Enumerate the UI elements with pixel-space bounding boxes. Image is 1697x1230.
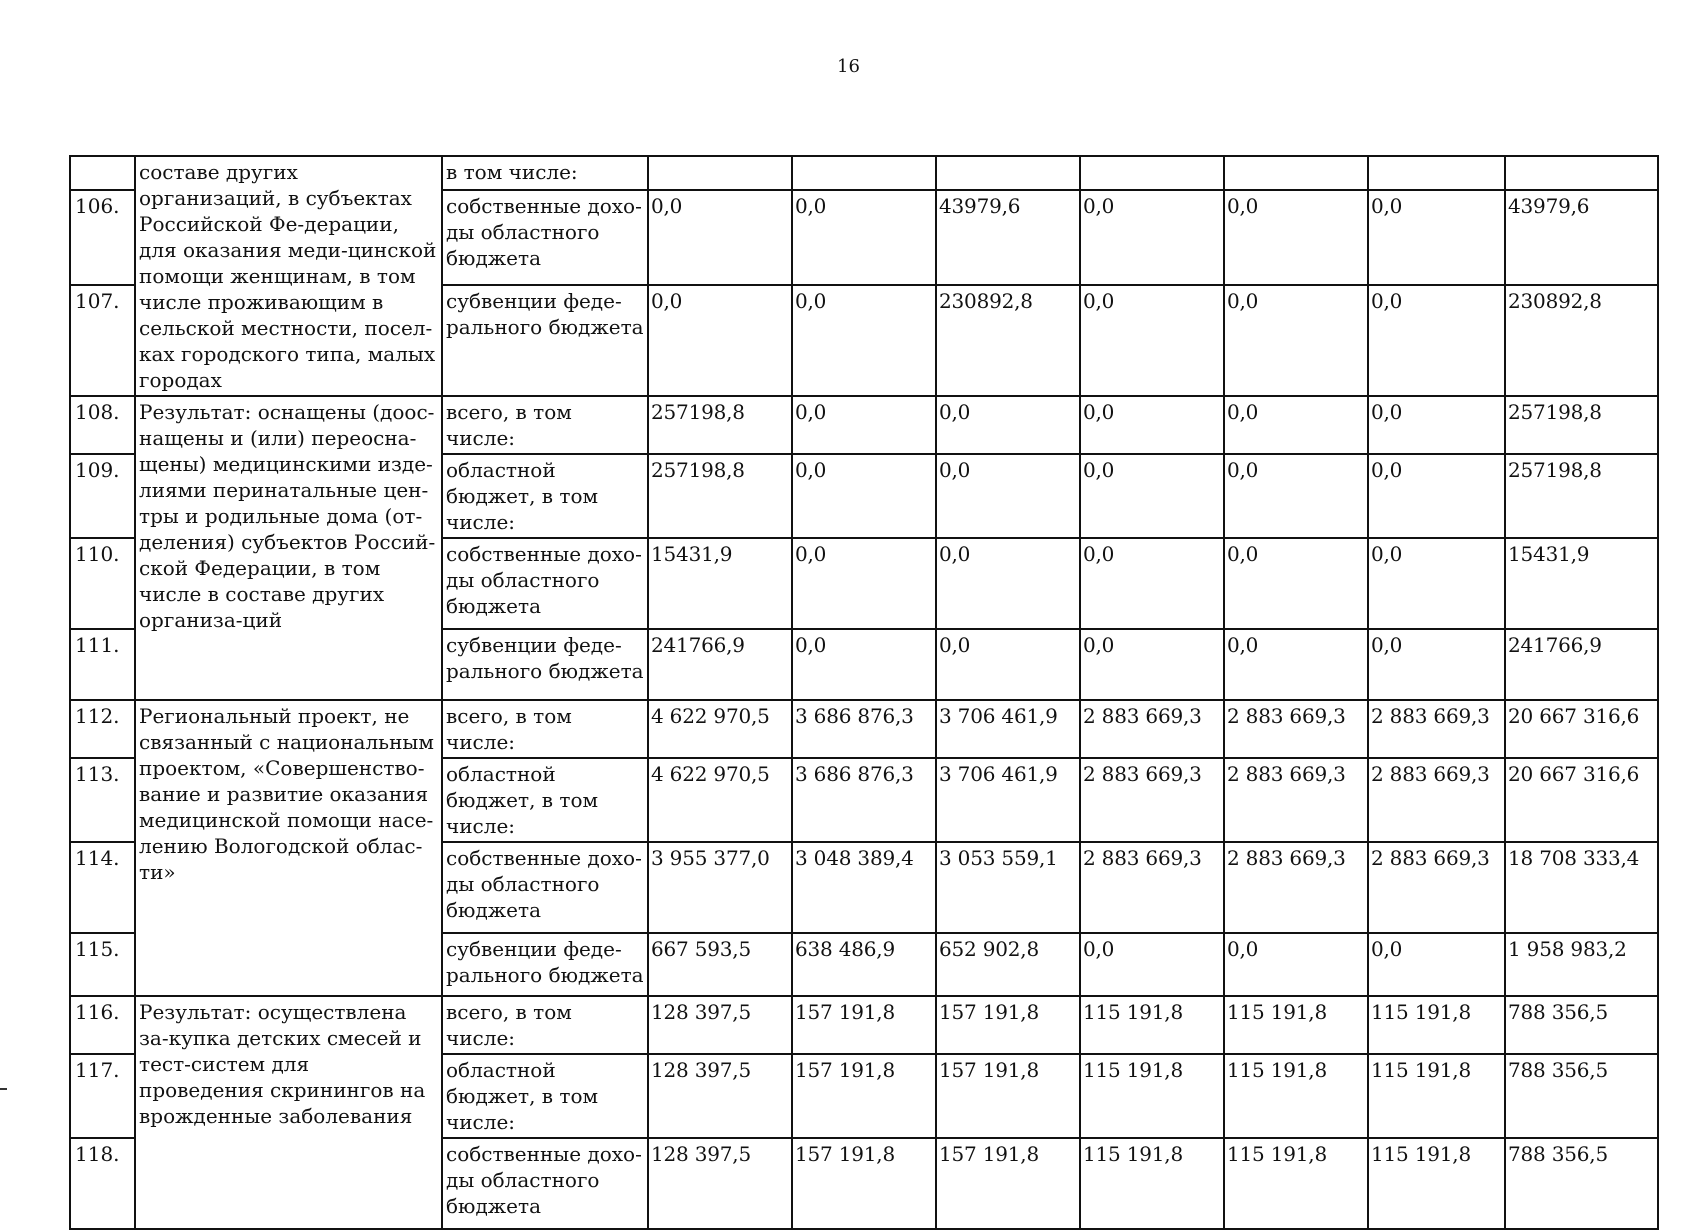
amount-cell: 667 593,5 [648, 933, 792, 996]
row-number: 116. [70, 996, 135, 1054]
amount-cell: 638 486,9 [792, 933, 936, 996]
amount-cell: 0,0 [1368, 190, 1505, 285]
scan-mark [0, 1088, 7, 1090]
amount-cell: 0,0 [792, 629, 936, 700]
amount-cell: 257198,8 [648, 396, 792, 454]
row-number: 117. [70, 1054, 135, 1138]
project-name-cell: Результат: оснащены (доос-нащены и (или) переосна-щены) медицинскими изде-лиями перинатальные цен-тры и родильные дома (от-деления) субъектов Россий-ской Федерации, в том числе в составе других организа-ций [135, 396, 442, 700]
funding-source: всего, в том числе: [442, 700, 648, 758]
funding-source: собственные дохо-ды областного бюджета [442, 190, 648, 285]
funding-source: собственные дохо-ды областного бюджета [442, 1138, 648, 1229]
amount-cell: 0,0 [1080, 285, 1224, 396]
amount-cell: 3 686 876,3 [792, 700, 936, 758]
amount-cell: 0,0 [1080, 538, 1224, 629]
amount-cell: 0,0 [936, 454, 1080, 538]
amount-cell: 157 191,8 [936, 996, 1080, 1054]
amount-cell: 230892,8 [936, 285, 1080, 396]
amount-cell: 128 397,5 [648, 1054, 792, 1138]
funding-source: областной бюджет, в том числе: [442, 758, 648, 842]
amount-cell: 3 706 461,9 [936, 758, 1080, 842]
amount-cell: 15431,9 [648, 538, 792, 629]
amount-cell: 20 667 316,6 [1505, 758, 1658, 842]
amount-cell: 0,0 [1368, 454, 1505, 538]
amount-cell: 128 397,5 [648, 996, 792, 1054]
amount-cell: 2 883 669,3 [1224, 842, 1368, 933]
amount-cell: 0,0 [1080, 454, 1224, 538]
table-row [70, 156, 1658, 190]
amount-cell: 0,0 [792, 285, 936, 396]
amount-cell: 0,0 [1224, 190, 1368, 285]
financing-table [69, 155, 1659, 1230]
table-row [70, 700, 1658, 758]
funding-source: субвенции феде-рального бюджета [442, 285, 648, 396]
amount-cell: 4 622 970,5 [648, 758, 792, 842]
amount-cell: 0,0 [1224, 396, 1368, 454]
amount-cell: 128 397,5 [648, 1138, 792, 1229]
amount-cell: 2 883 669,3 [1224, 700, 1368, 758]
row-number: 108. [70, 396, 135, 454]
funding-source: субвенции феде-рального бюджета [442, 933, 648, 996]
amount-cell: 0,0 [1224, 538, 1368, 629]
table-row [70, 396, 1658, 454]
row-number: 114. [70, 842, 135, 933]
amount-cell: 115 191,8 [1224, 1138, 1368, 1229]
amount-cell: 115 191,8 [1224, 1054, 1368, 1138]
amount-cell: 157 191,8 [936, 1138, 1080, 1229]
amount-cell: 0,0 [1368, 285, 1505, 396]
amount-cell: 257198,8 [648, 454, 792, 538]
amount-cell: 115 191,8 [1368, 1138, 1505, 1229]
amount-cell [792, 156, 936, 190]
row-number: 106. [70, 190, 135, 285]
funding-source: всего, в том числе: [442, 996, 648, 1054]
amount-cell: 115 191,8 [1224, 996, 1368, 1054]
funding-source: в том числе: [442, 156, 648, 190]
row-number: 112. [70, 700, 135, 758]
amount-cell: 3 053 559,1 [936, 842, 1080, 933]
amount-cell: 0,0 [1224, 933, 1368, 996]
amount-cell: 2 883 669,3 [1224, 758, 1368, 842]
amount-cell: 115 191,8 [1080, 996, 1224, 1054]
amount-cell: 3 706 461,9 [936, 700, 1080, 758]
amount-cell: 2 883 669,3 [1080, 842, 1224, 933]
amount-cell: 0,0 [1224, 629, 1368, 700]
amount-cell: 157 191,8 [792, 1138, 936, 1229]
row-number: 110. [70, 538, 135, 629]
amount-cell: 241766,9 [648, 629, 792, 700]
amount-cell: 0,0 [1368, 933, 1505, 996]
amount-cell: 43979,6 [936, 190, 1080, 285]
amount-cell: 0,0 [648, 285, 792, 396]
amount-cell: 20 667 316,6 [1505, 700, 1658, 758]
amount-cell: 2 883 669,3 [1080, 758, 1224, 842]
amount-cell [1080, 156, 1224, 190]
amount-cell: 0,0 [1080, 396, 1224, 454]
amount-cell: 2 883 669,3 [1368, 758, 1505, 842]
amount-cell: 0,0 [1224, 454, 1368, 538]
row-number: 109. [70, 454, 135, 538]
amount-cell: 1 958 983,2 [1505, 933, 1658, 996]
row-number: 111. [70, 629, 135, 700]
amount-cell [1224, 156, 1368, 190]
amount-cell: 157 191,8 [792, 1054, 936, 1138]
amount-cell: 115 191,8 [1368, 996, 1505, 1054]
amount-cell: 157 191,8 [792, 996, 936, 1054]
project-name-cell: составе других организаций, в субъектах Российской Фе-дерации, для оказания меди-цинской помощи женщинам, в том числе проживающим в сельской местности, посел-ках городского типа, малых городах [135, 156, 442, 396]
funding-source: собственные дохо-ды областного бюджета [442, 538, 648, 629]
row-number: 115. [70, 933, 135, 996]
row-number: 118. [70, 1138, 135, 1229]
amount-cell: 0,0 [1080, 190, 1224, 285]
amount-cell: 788 356,5 [1505, 1138, 1658, 1229]
funding-source: областной бюджет, в том числе: [442, 454, 648, 538]
amount-cell: 0,0 [792, 190, 936, 285]
amount-cell [648, 156, 792, 190]
amount-cell: 0,0 [1368, 538, 1505, 629]
amount-cell: 157 191,8 [936, 1054, 1080, 1138]
row-number: 107. [70, 285, 135, 396]
amount-cell: 0,0 [936, 396, 1080, 454]
amount-cell: 0,0 [1368, 396, 1505, 454]
amount-cell: 0,0 [1080, 933, 1224, 996]
amount-cell: 257198,8 [1505, 454, 1658, 538]
project-name-cell: Региональный проект, не связанный с национальным проектом, «Совершенство-вание и развитие оказания медицинской помощи насе-лению Вологодской облас-ти» [135, 700, 442, 996]
amount-cell: 0,0 [936, 538, 1080, 629]
amount-cell: 0,0 [1368, 629, 1505, 700]
amount-cell: 3 686 876,3 [792, 758, 936, 842]
amount-cell: 788 356,5 [1505, 1054, 1658, 1138]
amount-cell: 0,0 [936, 629, 1080, 700]
amount-cell: 115 191,8 [1080, 1054, 1224, 1138]
amount-cell: 4 622 970,5 [648, 700, 792, 758]
funding-source: субвенции феде-рального бюджета [442, 629, 648, 700]
amount-cell: 652 902,8 [936, 933, 1080, 996]
amount-cell: 2 883 669,3 [1368, 842, 1505, 933]
amount-cell: 0,0 [792, 396, 936, 454]
amount-cell: 0,0 [792, 454, 936, 538]
amount-cell: 0,0 [648, 190, 792, 285]
amount-cell: 0,0 [1224, 285, 1368, 396]
amount-cell [1368, 156, 1505, 190]
funding-source: собственные дохо-ды областного бюджета [442, 842, 648, 933]
funding-source: всего, в том числе: [442, 396, 648, 454]
row-number [70, 156, 135, 190]
amount-cell: 2 883 669,3 [1080, 700, 1224, 758]
amount-cell: 43979,6 [1505, 190, 1658, 285]
amount-cell [1505, 156, 1658, 190]
amount-cell: 3 955 377,0 [648, 842, 792, 933]
amount-cell: 241766,9 [1505, 629, 1658, 700]
table-row [70, 996, 1658, 1054]
amount-cell: 0,0 [792, 538, 936, 629]
amount-cell: 2 883 669,3 [1368, 700, 1505, 758]
amount-cell: 257198,8 [1505, 396, 1658, 454]
amount-cell: 230892,8 [1505, 285, 1658, 396]
page-number: 16 [837, 56, 860, 77]
row-number: 113. [70, 758, 135, 842]
project-name-cell: Результат: осуществлена за-купка детских смесей и тест-систем для проведения скринингов на врожденные заболевания [135, 996, 442, 1229]
amount-cell: 115 191,8 [1080, 1138, 1224, 1229]
amount-cell: 3 048 389,4 [792, 842, 936, 933]
amount-cell [936, 156, 1080, 190]
amount-cell: 0,0 [1080, 629, 1224, 700]
amount-cell: 18 708 333,4 [1505, 842, 1658, 933]
amount-cell: 115 191,8 [1368, 1054, 1505, 1138]
funding-source: областной бюджет, в том числе: [442, 1054, 648, 1138]
amount-cell: 15431,9 [1505, 538, 1658, 629]
amount-cell: 788 356,5 [1505, 996, 1658, 1054]
